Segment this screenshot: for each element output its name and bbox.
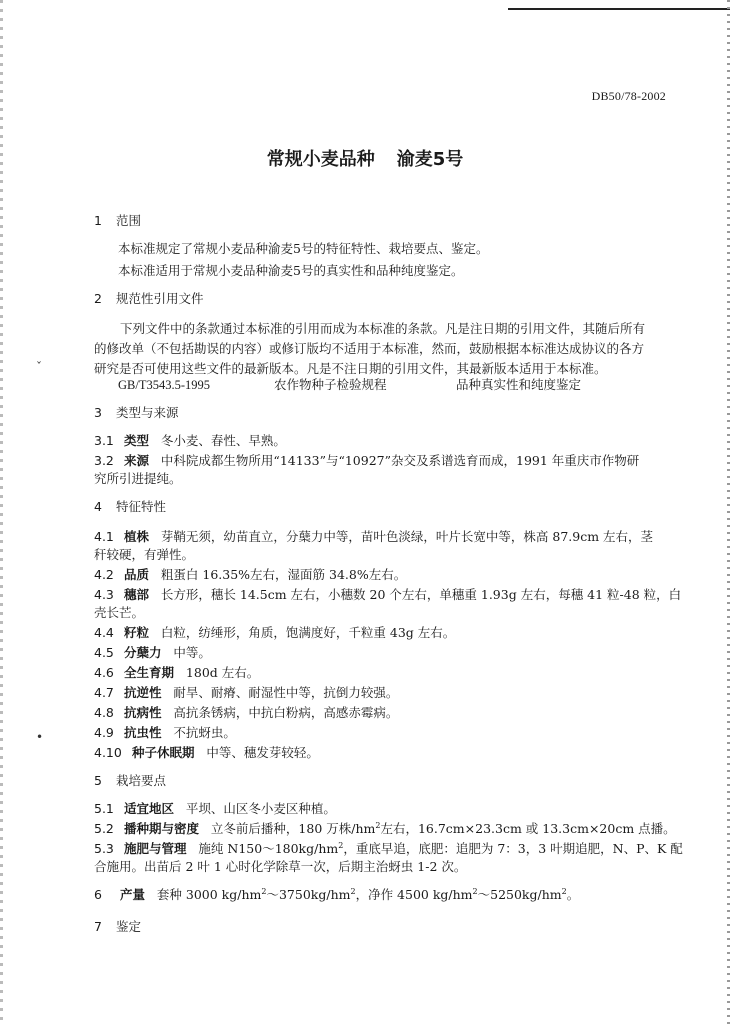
page-title: [0, 145, 730, 171]
section-2-line-1: 下列文件中的条款通过本标准的引用而成为本标准的条款。凡是注日期的引用文件，其随后所有: [120, 321, 646, 336]
item-4-1: 4.1 植株 芽鞘无须，幼苗直立，分蘖力中等，苗叶色淡绿，叶片长宽中等，株高 87.9cm 左右，茎: [94, 529, 654, 544]
item-4-7: 4.7 抗逆性 耐旱、耐瘠、耐湿性中等，抗倒力较强。: [94, 685, 399, 700]
title-part-1: 常规小麦品种: [266, 149, 375, 170]
item-5-3-cont: 合施用。出苗后 2 叶 1 心时化学除草一次，后期主治蚜虫 1-2 次。: [94, 859, 467, 874]
reference-row: [118, 376, 718, 394]
item-5-2: 5.2 播种期与密度 立冬前后播种，180 万株$/hm^2$左右，16.7cm×23.3cm 或 13.3cm×20cm 点播。: [94, 820, 676, 836]
reference-part: 品种真实性和纯度鉴定: [456, 377, 582, 392]
item-4-6: 4.6 全生育期 180d 左右。: [94, 665, 260, 680]
section-5-heading: 5 栽培要点: [94, 773, 167, 788]
section-1-heading: 1 范围: [94, 213, 142, 228]
item-5-1: 5.1 适宜地区 平坝、山区冬小麦区种植。: [94, 801, 336, 816]
item-4-2: 4.2 品质 粗蛋白 16.35%左右，湿面筋 34.8%左右。: [94, 567, 407, 582]
section-1-para-2: 本标准适用于常规小麦品种渝麦5号的真实性和品种纯度鉴定。: [118, 263, 464, 278]
section-2-heading: 2 规范性引用文件: [94, 291, 204, 306]
item-4-1-cont: 秆较硬，有弹性。: [94, 547, 195, 562]
section-2-line-2: 的修改单（不包括勘误的内容）或修订版均不适用于本标准，然而，鼓励根据本标准达成协议的各方: [94, 341, 645, 356]
item-4-4: 4.4 籽粒 白粒，纺缍形，角质，饱满度好，千粒重 43g 左右。: [94, 625, 456, 640]
section-4-heading: 4 特征特性: [94, 499, 167, 514]
scan-speck: ˇ: [36, 360, 42, 374]
item-4-10: 4.10 种子休眠期 中等、穗发芽较轻。: [94, 745, 319, 760]
item-4-3-cont: 壳长芒。: [94, 605, 145, 620]
section-3-heading: 3 类型与来源: [94, 405, 179, 420]
item-4-8: 4.8 抗病性 高抗条锈病，中抗白粉病，高感赤霉病。: [94, 705, 399, 720]
item-3-2: 3.2 来源 中科院成都生物所用“14133”与“10927”杂交及系谱选育而成，1991 年重庆市作物研: [94, 453, 640, 468]
scan-speck: •: [36, 730, 44, 744]
section-1-para-1: 本标准规定了常规小麦品种渝麦5号的特征特性、栽培要点、鉴定。: [118, 241, 489, 256]
reference-code: GB/T3543.5-1995: [118, 378, 211, 392]
scan-artifact-line: [508, 8, 730, 10]
item-5-3: 5.3 施肥与管理 施纯 $N150\sim 180kg/hm^2$，重底早追，底肥：追肥为 7：3，3 叶期追肥，N、P、K 配: [94, 840, 683, 856]
title-part-2: 渝麦5号: [396, 149, 464, 170]
reference-name: 农作物种子检验规程: [274, 377, 387, 392]
section-2-line-3: 研究是否可使用这些文件的最新版本。凡是不注日期的引用文件，其最新版本适用于本标准。: [94, 361, 607, 376]
document-code: DB50/78-2002: [591, 89, 666, 103]
section-7-heading: 7 鉴定: [94, 919, 142, 934]
section-6: 6 产量 套种 3000 $kg/hm^2\sim 3750kg/hm^2$，净作 4500 $kg/hm^2\sim 5250kg/hm^2$。: [94, 886, 580, 902]
item-4-3: 4.3 穗部 长方形，穗长 14.5cm 左右，小穗数 20 个左右，单穗重 1.93g 左右，每穗 41 粒-48 粒，白: [94, 587, 682, 602]
item-4-9: 4.9 抗虫性 不抗蚜虫。: [94, 725, 236, 740]
item-3-1: 3.1 类型 冬小麦、春性、早熟。: [94, 433, 286, 448]
item-4-5: 4.5 分蘖力 中等。: [94, 645, 211, 660]
item-3-2-cont: 究所引进提纯。: [94, 471, 182, 486]
